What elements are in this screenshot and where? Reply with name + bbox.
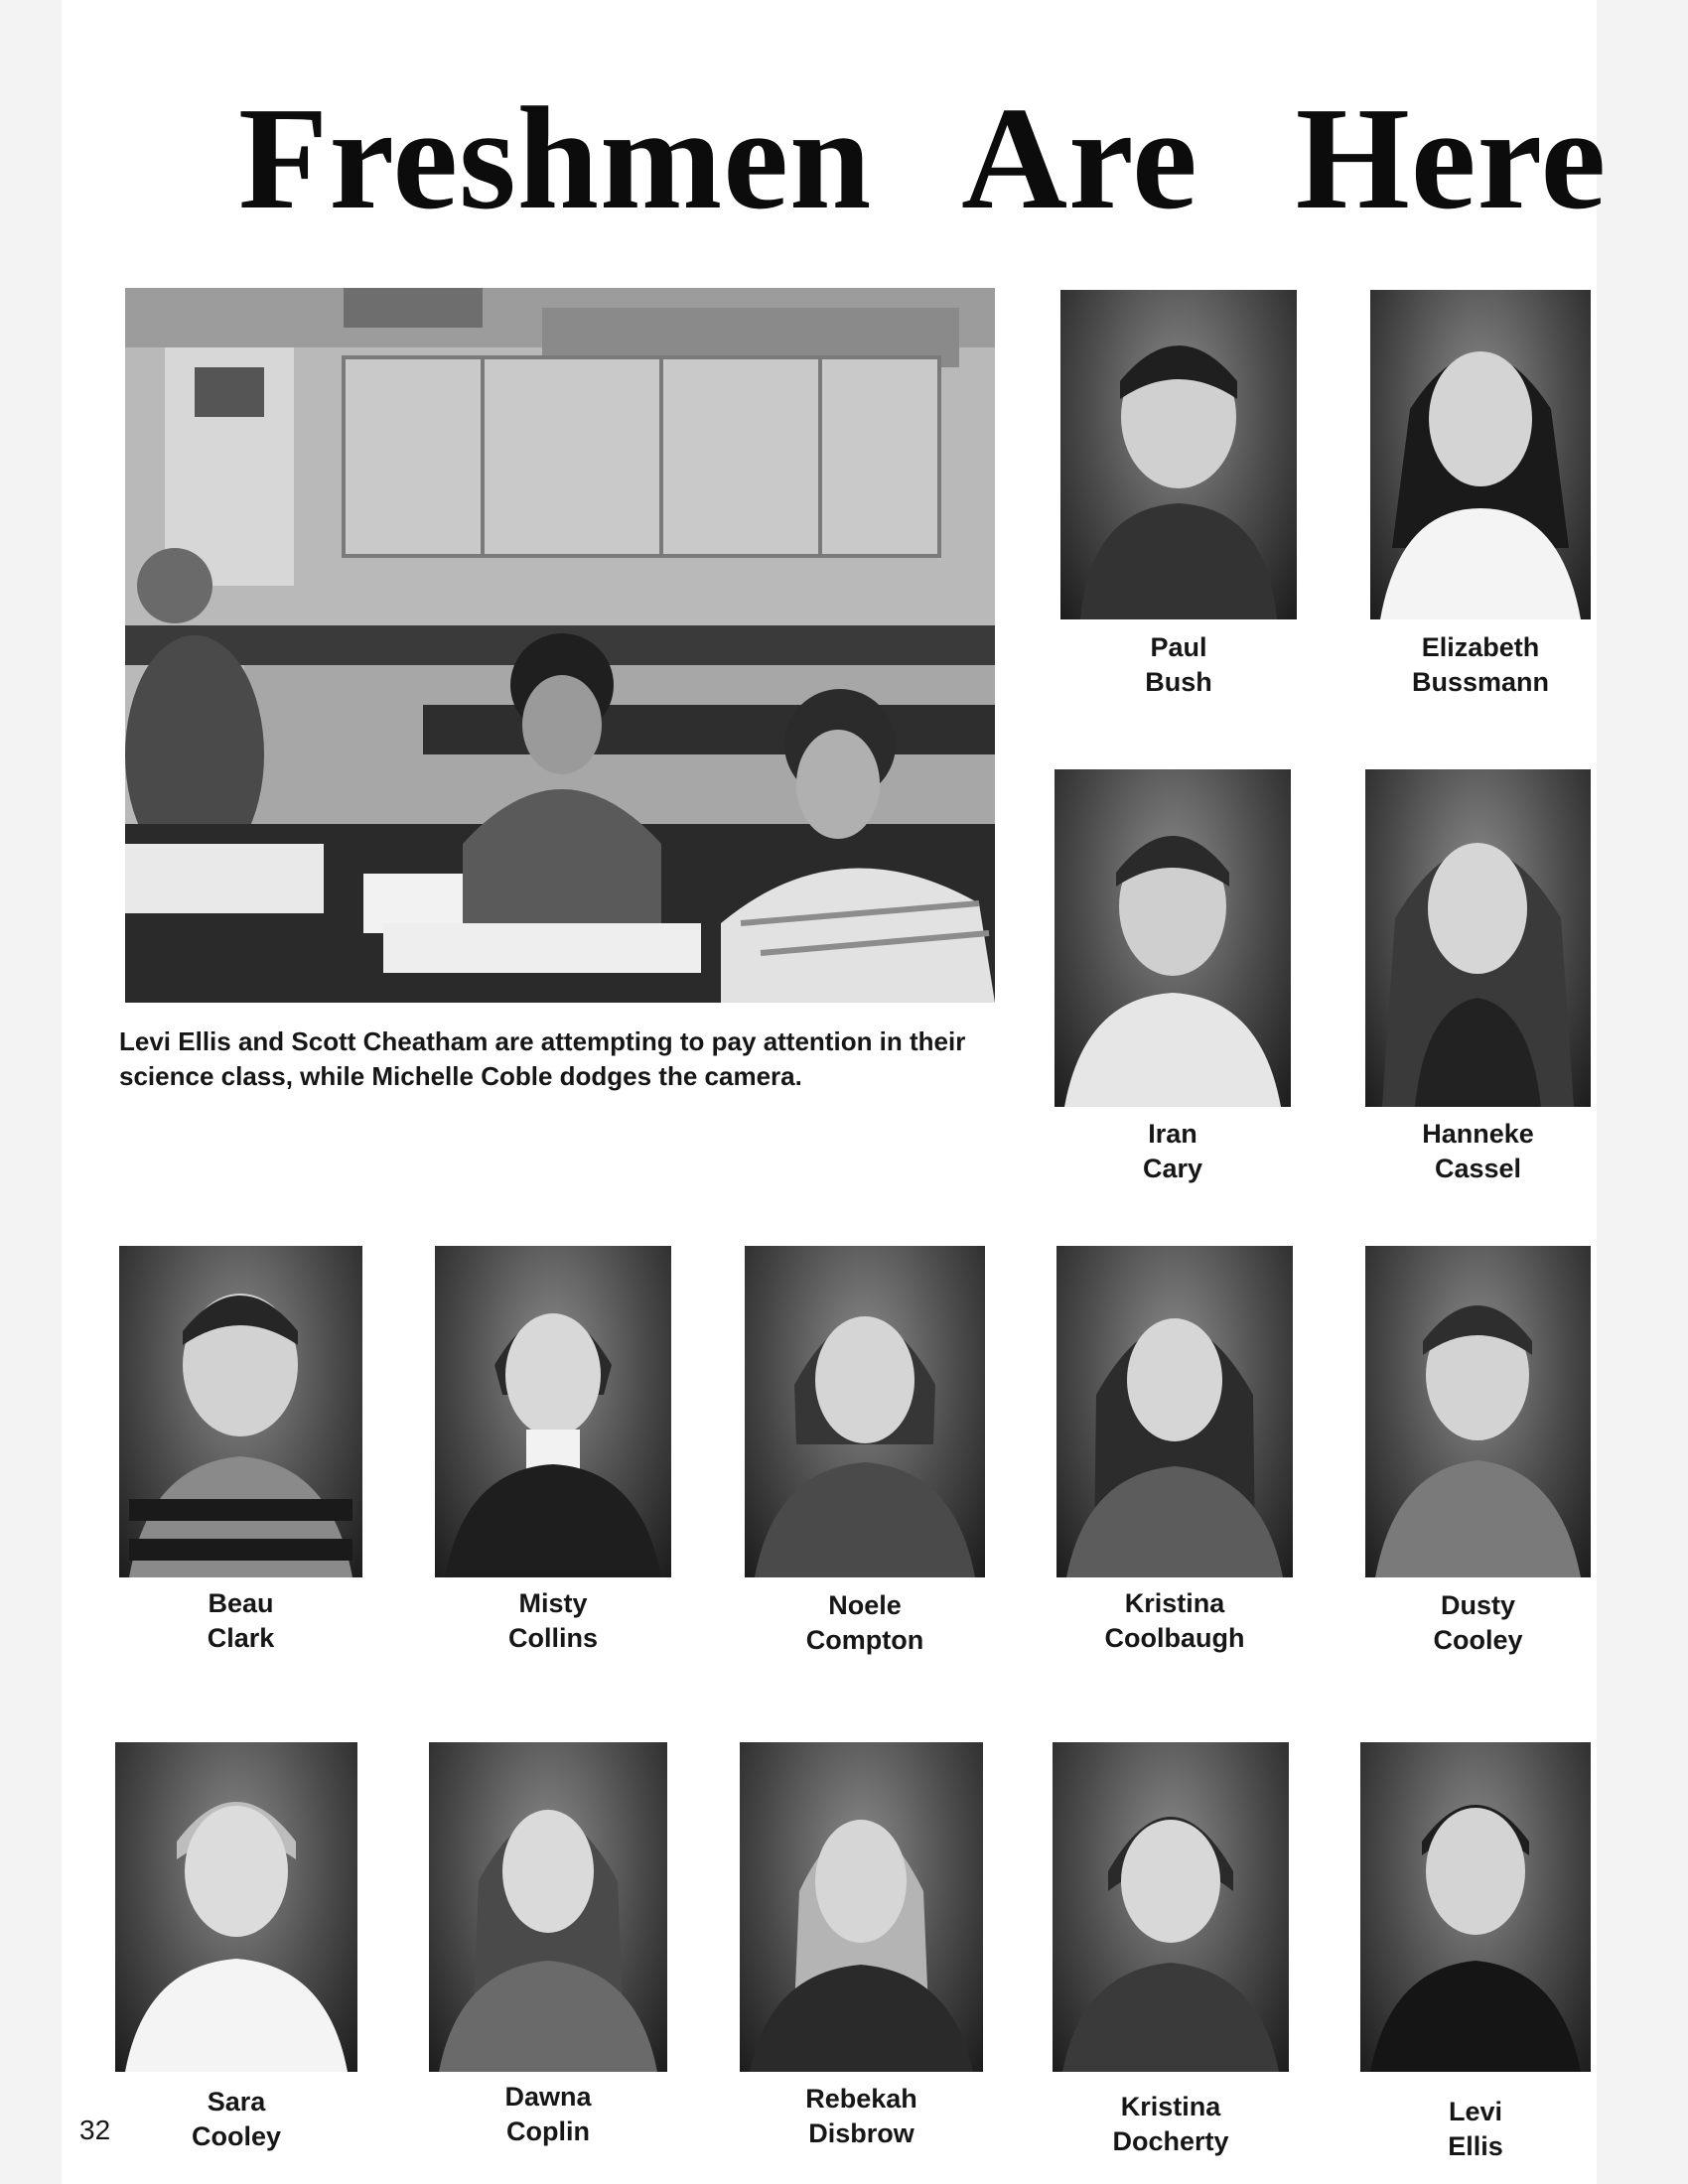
student-name: Kristina Coolbaugh	[1104, 1588, 1245, 1653]
student-name: Dawna Coplin	[504, 2082, 592, 2146]
student-name: Sara Cooley	[191, 2087, 282, 2151]
student-name: Beau Clark	[207, 1588, 275, 1653]
classroom-photo	[125, 288, 995, 1003]
portrait-photo	[1056, 1246, 1293, 1577]
student-name: Hanneke Cassel	[1422, 1119, 1534, 1183]
student-name: Dusty Cooley	[1433, 1590, 1523, 1655]
student-name: Noele Compton	[805, 1590, 924, 1655]
page-left-margin	[0, 0, 62, 2184]
student-name: Elizabeth Bussmann	[1411, 632, 1550, 697]
portrait-photo	[1365, 1246, 1591, 1577]
page-title: Freshmen Are Here	[238, 77, 1608, 240]
portrait-photo	[115, 1742, 357, 2072]
portrait-photo	[435, 1246, 671, 1577]
student-name: Misty Collins	[507, 1588, 598, 1653]
portrait-photo	[1055, 769, 1291, 1107]
page-right-margin	[1597, 0, 1688, 2184]
student-name: Iran Cary	[1142, 1119, 1203, 1183]
portrait-photo	[1360, 1742, 1591, 2072]
photo-caption: Levi Ellis and Scott Cheatham are attempting to pay attention in their science class, while Michelle Coble dodges the camera.	[119, 1026, 966, 1091]
page-number: 32	[79, 2115, 111, 2145]
portrait-photo	[1365, 769, 1591, 1107]
student-name: Paul Bush	[1145, 632, 1212, 697]
portrait-photo	[429, 1742, 667, 2072]
portrait-photo	[1053, 1742, 1289, 2072]
student-name: Kristina Docherty	[1112, 2092, 1229, 2156]
portrait-photo	[745, 1246, 985, 1577]
portrait-photo	[119, 1246, 362, 1577]
student-name: Levi Ellis	[1448, 2097, 1503, 2161]
portrait-photo	[740, 1742, 983, 2072]
student-name: Rebekah Disbrow	[805, 2084, 917, 2148]
portrait-photo	[1060, 290, 1297, 619]
portrait-photo	[1370, 290, 1591, 619]
